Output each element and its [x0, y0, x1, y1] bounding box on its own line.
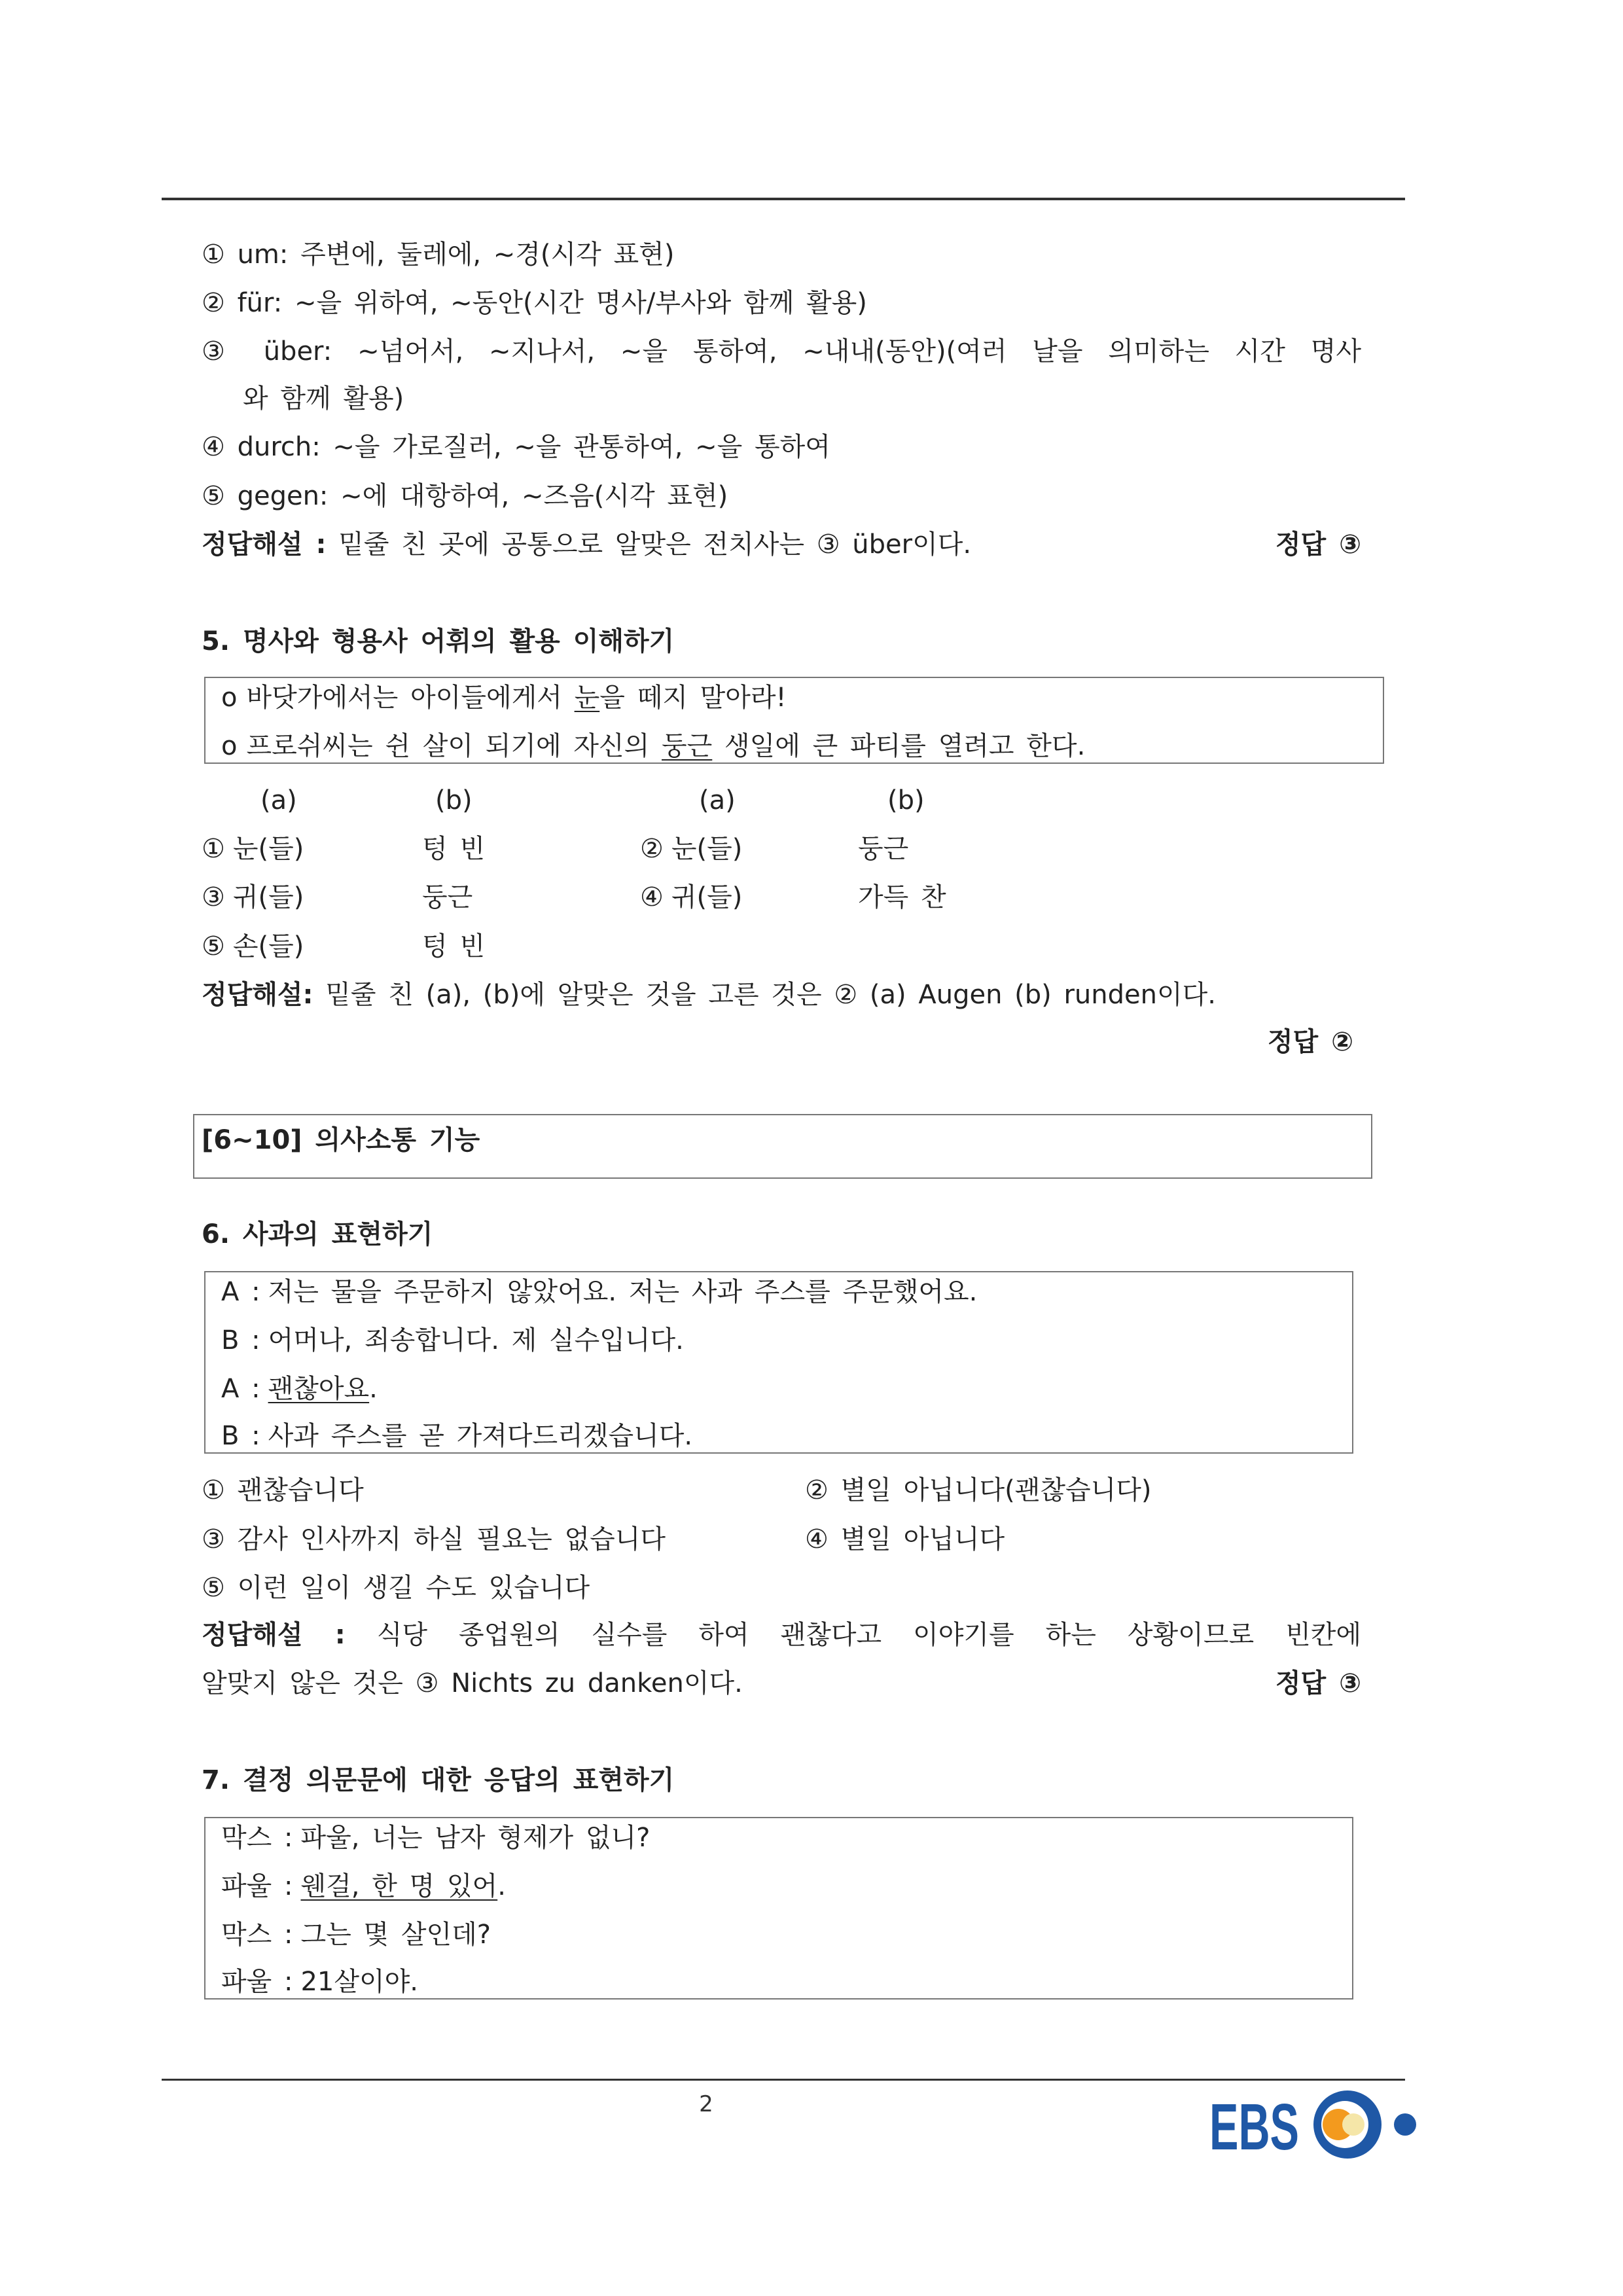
q6-dialog-line-2 [221, 1321, 684, 1360]
logo-dot [1394, 2113, 1416, 2136]
choice-a: 귀(들) [232, 882, 304, 912]
choice-a: 눈(들) [671, 834, 743, 864]
q4-option-4: ④ durch: ~을 가로질러, ~을 관통하여, ~을 통하여 [202, 432, 830, 462]
q5-answer: 정답 ② [1267, 1027, 1353, 1057]
q4-option-2: ② für: ~을 위하여, ~동안(시간 명사/부사와 함께 활용) [202, 288, 867, 318]
speaker: B : [221, 1325, 260, 1355]
q4-option-3: ③ über: ~넘어서, ~지나서, ~을 통하여, ~내내(동안)(여러 날을 의미하는 시간 명사 [202, 336, 1361, 367]
passage-text: 프로쉬씨는 쉰 살이 되기에 자신의 [246, 731, 662, 761]
explanation-text: 밑줄 친 (a), (b)에 알맞은 것을 고른 것은 ② (a) Augen (b) runden이다. [325, 980, 1216, 1010]
choice-a: 귀(들) [671, 882, 743, 912]
dialog-text: 저는 물을 주문하지 않았어요. 저는 사과 주스를 주문했어요. [268, 1277, 978, 1307]
q6-option-5: ⑤ 이런 일이 생길 수도 있습니다 [202, 1573, 590, 1603]
bullet: o [221, 683, 238, 713]
column-header-a: (a) [699, 785, 736, 816]
underlined-word: 눈 [574, 683, 600, 713]
q5-passage-box [204, 677, 1384, 764]
speaker: A : [221, 1374, 260, 1404]
section-banner-title: [6~10] 의사소통 기능 [202, 1125, 480, 1155]
q6-answer: 정답 ③ [1275, 1668, 1361, 1698]
header-rule [162, 198, 1405, 200]
q6-explanation-line-1 [202, 1615, 1361, 1655]
q5-explanation [202, 975, 1216, 1014]
page-number: 2 [699, 2091, 713, 2117]
q5-choice-5-b: 텅 빈 [422, 931, 485, 961]
q5-passage-line-2 [221, 726, 1085, 766]
q6-option-1: ① 괜찮습니다 [202, 1475, 364, 1505]
q5-passage-line-1 [221, 678, 787, 717]
q6-heading: 6. 사과의 표현하기 [202, 1219, 433, 1249]
dialog-text: . [497, 1871, 506, 1901]
q7-dialog-line-4 [221, 1962, 418, 2001]
q5-choice-4-b: 가득 찬 [858, 882, 946, 912]
dialog-text: 21살이야. [300, 1967, 419, 1997]
column-header-b: (b) [887, 785, 925, 816]
footer-rule [162, 2079, 1405, 2081]
column-header-a: (a) [260, 785, 297, 816]
q5-choice-2 [640, 829, 742, 869]
dialog-text: 그는 몇 살인데? [300, 1920, 491, 1950]
ebs-logo [1204, 2088, 1420, 2161]
q5-choice-1 [202, 829, 304, 869]
speaker: 막스 : [221, 1920, 293, 1950]
choice-number: ③ [202, 882, 225, 912]
q7-dialog-line-3 [221, 1915, 491, 1954]
q4-option-3-continuation: 와 함께 활용) [243, 384, 404, 414]
q4-option-5: ⑤ gegen: ~에 대항하여, ~즈음(시각 표현) [202, 481, 728, 511]
q6-option-3: ③ 감사 인사까지 하실 필요는 없습니다 [202, 1524, 666, 1554]
passage-text: 바닷가에서는 아이들에게서 [246, 683, 575, 713]
explanation-text: 밑줄 친 곳에 공통으로 알맞은 전치사는 ③ über이다. [338, 529, 972, 560]
q5-choice-5 [202, 927, 304, 966]
underlined-phrase: 웬걸, 한 명 있어 [300, 1871, 498, 1901]
column-header-b: (b) [435, 785, 473, 816]
speaker: 파울 : [221, 1967, 293, 1997]
section-banner-box [193, 1114, 1372, 1179]
q5-choice-3 [202, 878, 304, 917]
logo-emblem-light-circle [1342, 2113, 1364, 2136]
choice-number: ① [202, 834, 225, 864]
q5-heading: 5. 명사와 형용사 어휘의 활용 이해하기 [202, 626, 675, 656]
speaker: 막스 : [221, 1823, 293, 1853]
q7-heading: 7. 결정 의문문에 대한 응답의 표현하기 [202, 1765, 675, 1795]
underlined-blank-phrase: 괜찮아요 [268, 1374, 370, 1404]
choice-number: ⑤ [202, 931, 225, 961]
choice-a: 손(들) [232, 931, 304, 961]
explanation-label: 정답해설: [202, 980, 313, 1010]
q6-dialog-box [204, 1271, 1353, 1454]
explanation-label: 정답해설 : [202, 529, 327, 560]
q5-choice-1-b: 텅 빈 [422, 834, 485, 864]
q4-explanation [202, 525, 971, 564]
q6-dialog-line-3 [221, 1369, 378, 1408]
q7-dialog-line-2 [221, 1867, 506, 1906]
q6-option-4: ④ 별일 아닙니다 [805, 1524, 1005, 1554]
passage-text: 생일에 큰 파티를 열려고 한다. [712, 731, 1086, 761]
dialog-text: . [369, 1374, 378, 1404]
choice-a: 눈(들) [232, 834, 304, 864]
underlined-word: 둥근 [662, 731, 713, 761]
q6-dialog-line-1 [221, 1272, 977, 1312]
ebs-logo-text: EBS [1209, 2090, 1299, 2161]
q4-answer: 정답 ③ [1275, 529, 1361, 560]
choice-number: ② [640, 834, 664, 864]
q6-dialog-line-4 [221, 1416, 692, 1456]
speaker: 파울 : [221, 1871, 293, 1901]
dialog-text: 어머나, 죄송합니다. 제 실수입니다. [268, 1325, 684, 1355]
dialog-text: 사과 주스를 곧 가져다드리겠습니다. [268, 1421, 693, 1451]
speaker: B : [221, 1421, 260, 1451]
q6-option-2: ② 별일 아닙니다(괜찮습니다) [805, 1475, 1152, 1505]
explanation-label: 정답해설 : [202, 1620, 346, 1650]
choice-number: ④ [640, 882, 664, 912]
q5-choice-2-b: 둥근 [858, 834, 909, 864]
q6-explanation-line-2: 알맞지 않은 것은 ③ Nichts zu danken이다. [202, 1668, 743, 1698]
q7-dialog-line-1 [221, 1818, 650, 1857]
q5-choice-3-b: 둥근 [422, 882, 473, 912]
passage-text: 을 떼지 말아라! [599, 683, 787, 713]
q7-dialog-box [204, 1817, 1353, 2000]
q4-option-1: ① um: 주변에, 둘레에, ~경(시각 표현) [202, 240, 675, 270]
q5-choice-4 [640, 878, 742, 917]
speaker: A : [221, 1277, 260, 1307]
explanation-text: 식당 종업원의 실수를 하여 괜찮다고 이야기를 하는 상황이므로 빈칸에 [376, 1620, 1361, 1650]
bullet: o [221, 731, 238, 761]
dialog-text: 파울, 너는 남자 형제가 없니? [300, 1823, 651, 1853]
